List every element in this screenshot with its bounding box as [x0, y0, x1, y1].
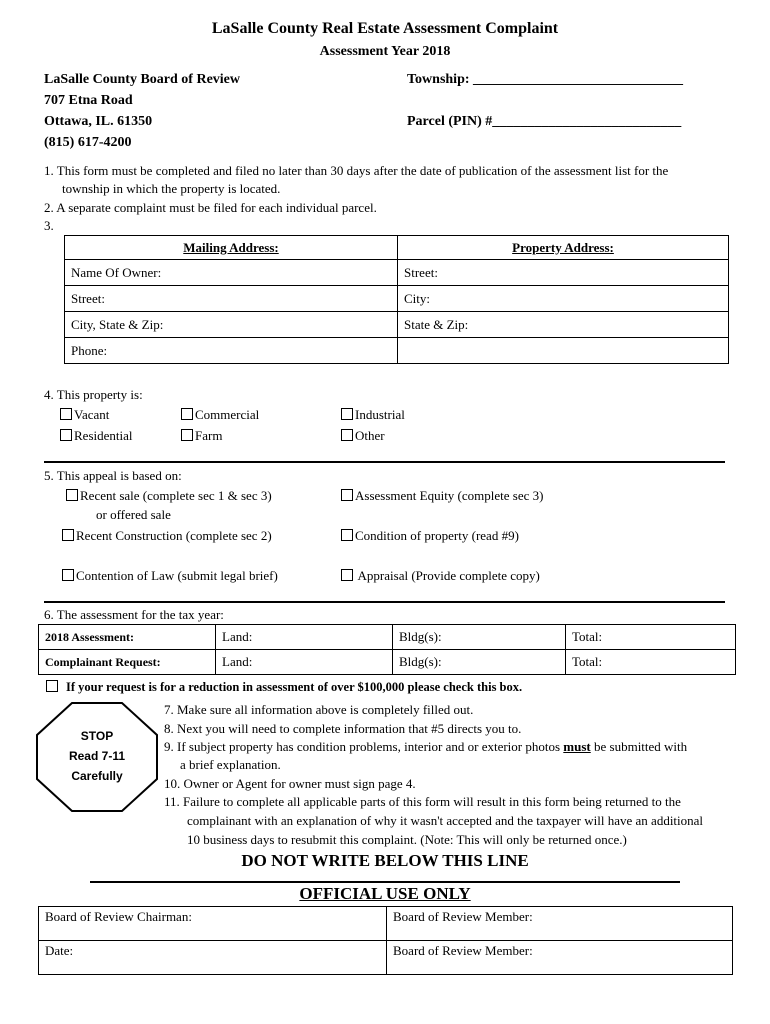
instruction-2: 2. A separate complaint must be filed for each individual parcel. — [44, 200, 377, 215]
checkbox-farm[interactable]: Farm — [181, 428, 222, 444]
stop-sign-text: STOP Read 7-11 Carefully — [68, 729, 126, 783]
step-7: 7. Make sure all information above is completely filled out. — [164, 702, 474, 717]
property-state-zip-field[interactable]: State & Zip: — [398, 312, 729, 338]
step-10: 10. Owner or Agent for owner must sign page 4. — [164, 776, 416, 791]
checkbox-icon — [341, 529, 353, 541]
property-type-label: 4. This property is: — [44, 387, 143, 402]
member-field[interactable]: Board of Review Member: — [387, 907, 733, 941]
org-street: 707 Etna Road — [44, 93, 133, 108]
checkbox-icon — [46, 680, 58, 692]
phone-field[interactable]: Phone: — [65, 338, 398, 364]
checkbox-assessment-equity[interactable]: Assessment Equity (complete sec 3) — [341, 488, 543, 504]
instruction-1-cont: township in which the property is located. — [62, 181, 281, 196]
mailing-city-state-zip-field[interactable]: City, State & Zip: — [65, 312, 398, 338]
bldg-field[interactable]: Bldg(s): — [393, 650, 566, 675]
appeal-label: 5. This appeal is based on: — [44, 468, 182, 483]
section-divider — [44, 461, 725, 463]
recent-sale-cont: or offered sale — [96, 507, 171, 522]
step-11: 11. Failure to complete all applicable parts of this form will result in this form being returned to the — [164, 794, 681, 809]
step-9-cont: a brief explanation. — [180, 757, 281, 772]
date-field[interactable]: Date: — [39, 941, 387, 975]
parcel-field[interactable]: Parcel (PIN) #___________________________ — [407, 114, 682, 129]
checkbox-icon — [181, 408, 193, 420]
org-phone: (815) 617-4200 — [44, 135, 132, 150]
checkbox-other[interactable]: Other — [341, 428, 385, 444]
assessment-label: 6. The assessment for the tax year: — [44, 607, 224, 622]
total-field[interactable]: Total: — [566, 650, 736, 675]
mailing-street-field[interactable]: Street: — [65, 286, 398, 312]
mailing-address-header: Mailing Address: — [65, 236, 398, 260]
checkbox-icon — [181, 429, 193, 441]
checkbox-icon — [341, 429, 353, 441]
checkbox-reduction[interactable]: If your request is for a reduction in assessment of over $100,000 please check this box. — [46, 680, 522, 695]
form-title: LaSalle County Real Estate Assessment Complaint — [211, 20, 559, 37]
property-city-field[interactable]: City: — [398, 286, 729, 312]
property-street-field[interactable]: Street: — [398, 260, 729, 286]
land-field[interactable]: Land: — [216, 625, 393, 650]
checkbox-industrial[interactable]: Industrial — [341, 407, 405, 423]
checkbox-icon — [62, 569, 74, 581]
checkbox-icon — [60, 408, 72, 420]
checkbox-vacant[interactable]: Vacant — [60, 407, 109, 423]
official-use-heading: OFFICIAL USE ONLY — [299, 884, 471, 903]
land-field[interactable]: Land: — [216, 650, 393, 675]
empty-cell — [398, 338, 729, 364]
checkbox-recent-construction[interactable]: Recent Construction (complete sec 2) — [62, 528, 272, 544]
township-field[interactable]: Township: ______________________________ — [407, 72, 684, 87]
section-divider — [44, 601, 725, 603]
assessment-table — [38, 624, 736, 675]
checkbox-appraisal[interactable]: Appraisal (Provide complete copy) — [341, 568, 540, 584]
checkbox-icon — [66, 489, 78, 501]
checkbox-icon — [341, 569, 353, 581]
form-subtitle: Assessment Year 2018 — [319, 44, 451, 59]
step-9: 9. If subject property has condition problems, interior and or exterior photos must be submitted with — [164, 739, 688, 754]
row-name: Complainant Request: — [39, 650, 216, 675]
org-city: Ottawa, IL. 61350 — [44, 114, 153, 129]
row-name: 2018 Assessment: — [39, 625, 216, 650]
step-11-cont: 10 business days to resubmit this complaint. (Note: This will only be returned once.) — [187, 832, 627, 847]
bldg-field[interactable]: Bldg(s): — [393, 625, 566, 650]
member-field[interactable]: Board of Review Member: — [387, 941, 733, 975]
checkbox-icon — [341, 408, 353, 420]
checkbox-icon — [62, 529, 74, 541]
total-field[interactable]: Total: — [566, 625, 736, 650]
address-table — [64, 235, 729, 364]
table-row — [39, 625, 736, 650]
org-name: LaSalle County Board of Review — [44, 72, 240, 87]
instruction-1: 1. This form must be completed and filed no later than 30 days after the date of publication of the assessment list for the — [44, 163, 669, 178]
official-use-table — [38, 906, 733, 975]
checkbox-contention-of-law[interactable]: Contention of Law (submit legal brief) — [62, 568, 278, 584]
checkbox-residential[interactable]: Residential — [60, 428, 133, 444]
step-8: 8. Next you will need to complete information that #5 directs you to. — [164, 721, 522, 736]
checkbox-condition[interactable]: Condition of property (read #9) — [341, 528, 519, 544]
checkbox-icon — [341, 489, 353, 501]
owner-name-field[interactable]: Name Of Owner: — [65, 260, 398, 286]
chairman-field[interactable]: Board of Review Chairman: — [39, 907, 387, 941]
checkbox-icon — [60, 429, 72, 441]
do-not-write-heading: DO NOT WRITE BELOW THIS LINE — [241, 851, 529, 870]
step-11-cont: complainant with an explanation of why it wasn't accepted and the taxpayer will have an additional — [187, 813, 704, 828]
property-address-header: Property Address: — [398, 236, 729, 260]
instruction-3: 3. — [44, 218, 54, 233]
checkbox-commercial[interactable]: Commercial — [181, 407, 259, 423]
section-divider — [90, 881, 680, 883]
table-row — [39, 650, 736, 675]
checkbox-recent-sale[interactable]: Recent sale (complete sec 1 & sec 3) — [66, 488, 272, 504]
